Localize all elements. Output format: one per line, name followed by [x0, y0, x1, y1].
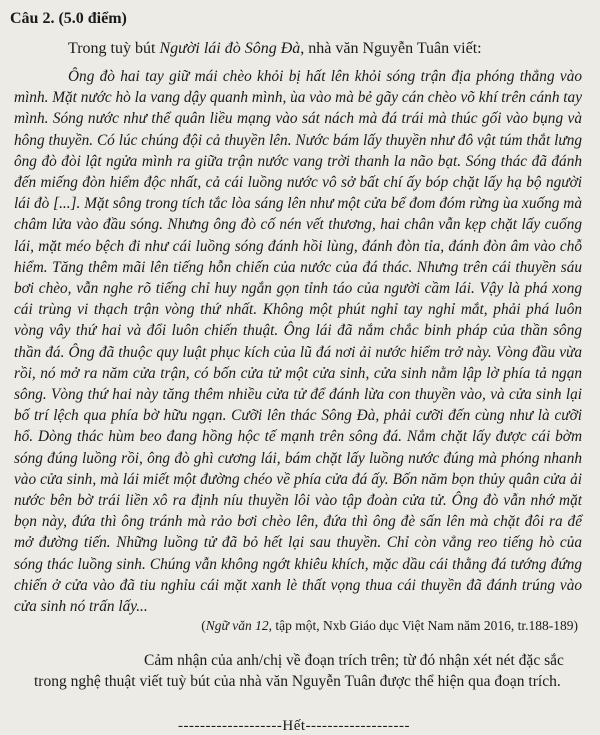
- excerpt-paragraph: Ông đò hai tay giữ mái chèo khỏi bị hất lên khỏi sóng trận địa phóng thẳng vào mình. Mặt nước hò la vang dậy quanh mình, ùa vào mà bẻ gãy cán chèo võ khí trên cánh tay mình. Sóng nước như thể quân liều mạng vào sát nách mà đá trái mà thúc gối vào bụng và hông thuyền. Có lúc chúng đội cả thuyền lên. Nước bám lấy thuyền như đô vật túm thắt lưng ông đò đòi lật ngửa mình ra giữa trận nước vang trời thanh la não bạt. Sóng thác đã đánh đến miếng đòn hiểm độc nhất, cả cái luồng nước vô sở bất chí ấy bóp chặt lấy hạ bộ người lái đò [...]. Mặt sông trong tích tắc lòa sáng lên như một cửa bể đom đóm rừng ùa xuống mà châm lửa vào đầu sóng. Nhưng ông đò cố nén vết thương, hai chân vẫn kẹp chặt lấy cuống lái, mặt méo bệch đi như cái luồng sóng đánh hồi lùng, đánh đòn tỉa, đánh đòn âm vào chỗ hiểm. Tăng thêm mãi lên tiếng hỗn chiến của nước của đá thác. Nhưng trên cái thuyền sáu bơi chèo, vẫn nghe rõ tiếng chỉ huy ngắn gọn tỉnh táo của người cầm lái. Vậy là phá xong cái trùng vi thạch trận vòng thứ nhất. Không một phút nghỉ tay nghỉ mắt, phải phá luôn vòng vây thứ hai và đổi luôn chiến thuật. Ông lái đã nắm chắc binh pháp của thần sông thần đá. Ông đã thuộc quy luật phục kích của lũ đá nơi ải nước hiểm trở này. Vòng đầu vừa rồi, nó mở ra năm cửa trận, có bốn cửa tử một cửa sinh, cửa sinh nằm lập lờ phía tả ngạn sông. Vòng thứ hai này tăng thêm nhiều cửa tử để đánh lừa con thuyền vào, và cửa sinh lại bố trí lệch qua phía bờ hữu ngạn. Cưỡi lên thác Sông Đà, phải cưỡi đến cùng như là cưỡi hổ. Dòng thác hùm beo đang hồng hộc tế mạnh trên sông đá. Nắm chặt lấy được cái bờm sóng đúng luồng rồi, ông đò ghì cương lái, bám chặt lấy luồng nước đúng mà phóng nhanh vào cửa sinh, mà lái miết một đường chéo về phía cửa đá ấy. Bốn năm bọn thủy quân cửa ải nước bên bờ trái liền xô ra định níu thuyền lôi vào tập đoàn cửa tử. Ông đò vẫn nhớ mặt bọn này, đứa thì ông tránh mà rảo bơi chèo lên, đứa thì ông đè sấn lên mà chặt đôi ra để mở đường tiến. Những luồng tử đã bỏ hết lại sau thuyền. Chỉ còn vẳng reo tiếng hò của sóng thác luồng sinh. Chúng vẫn không ngớt khiêu khích, mặc dầu cái thằng đá tướng đứng chiến ở cửa vào đã tiu nghỉu cái mặt xanh lè thất vọng thua cái thuyền đã đánh trúng vào cửa sinh nó trấn lấy...: [14, 68, 582, 616]
- question-prompt: Cảm nhận của anh/chị về đoạn trích trên; từ đó nhận xét nét đặc sắc trong nghệ thuật viết tuỳ bút của nhà văn Nguyễn Tuân được thể hiện qua đoạn trích.: [34, 652, 564, 691]
- source-book: Ngữ văn 12: [205, 618, 269, 634]
- question-heading: Câu 2. (5.0 điểm): [10, 10, 127, 27]
- source-citation: (Ngữ văn 12, tập một, Nxb Giáo dục Việt Nam năm 2016, tr.188-189): [201, 618, 578, 634]
- intro-line: [68, 40, 582, 58]
- work-title: Người lái đò Sông Đà: [159, 40, 301, 57]
- end-marker: -------------------Hết-------------------: [178, 718, 410, 735]
- intro-before: Trong tuỳ bút: [68, 40, 160, 57]
- source-rest: , tập một, Nxb Giáo dục Việt Nam năm 2016, tr.188-189: [268, 618, 574, 634]
- intro-after: , nhà văn Nguyễn Tuân viết:: [300, 40, 482, 57]
